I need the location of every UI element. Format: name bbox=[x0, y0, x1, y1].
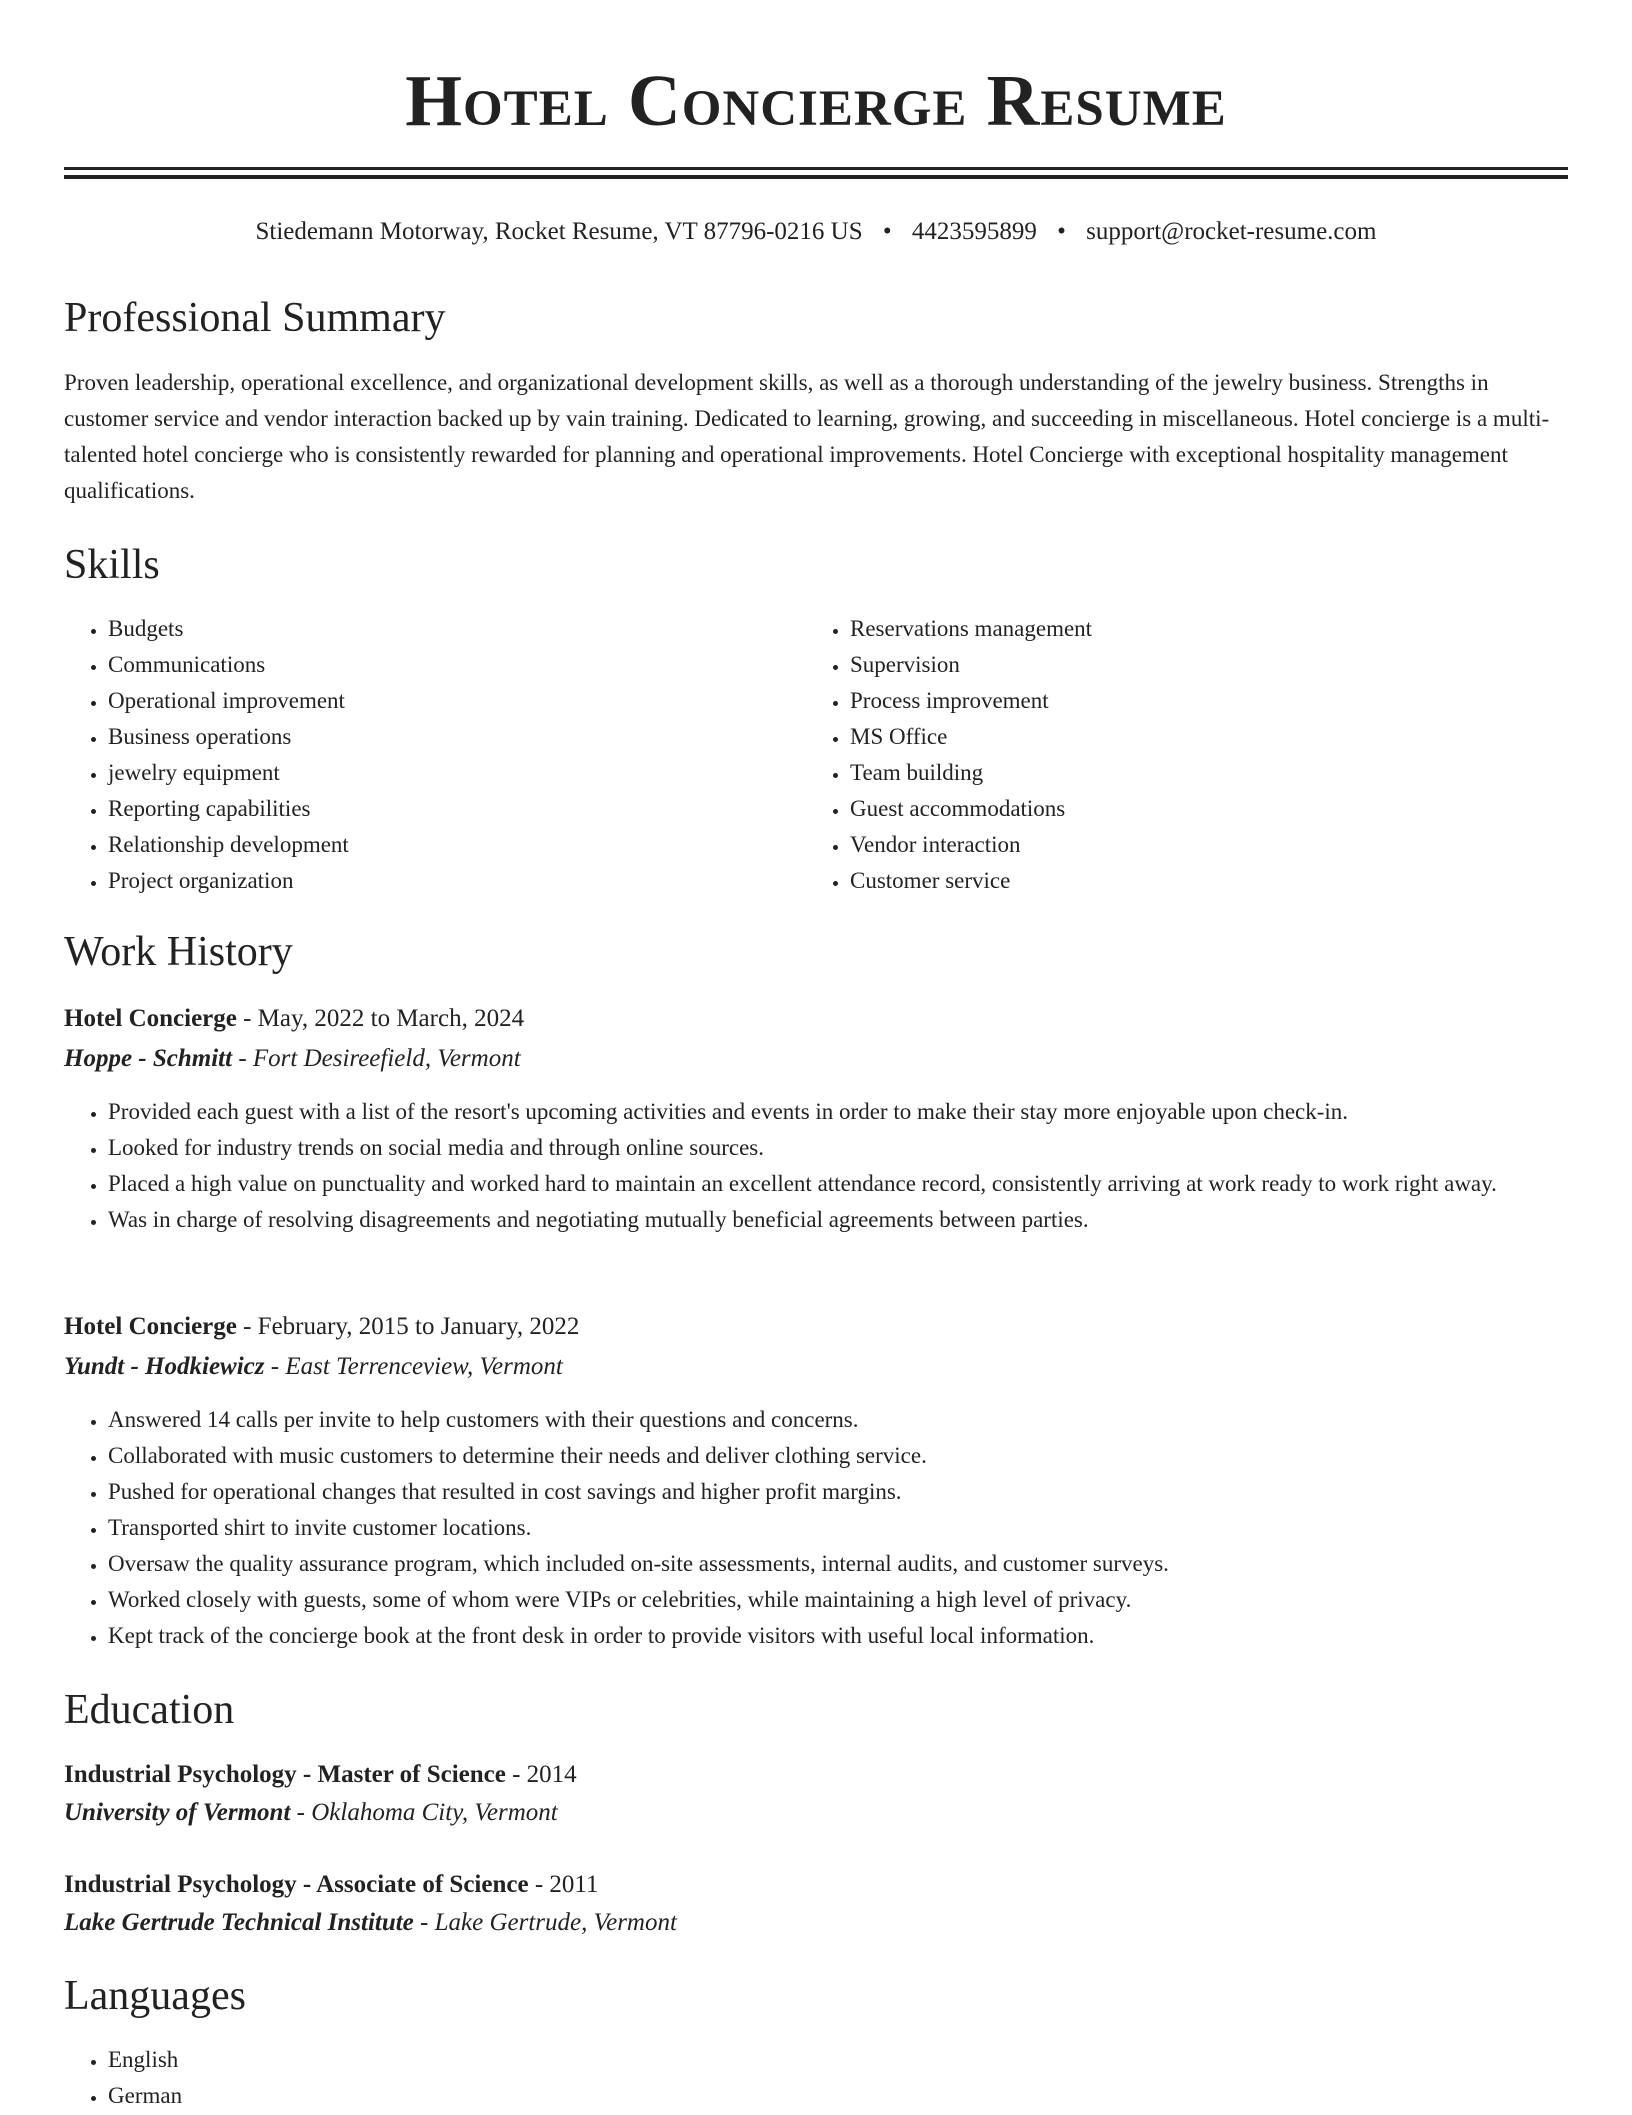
job-bullets bbox=[64, 1402, 1568, 1654]
job-bullet: • Kept track of the concierge book at the front desk in order to provide visitors with useful local information. bbox=[108, 1618, 1568, 1654]
education-degree: Industrial Psychology - Master of Science bbox=[64, 1761, 506, 1788]
job-title: Hotel Concierge bbox=[64, 1005, 237, 1032]
contact-separator: • bbox=[882, 218, 892, 245]
summary-heading: Professional Summary bbox=[64, 295, 446, 341]
education-degree-line bbox=[64, 1866, 598, 1904]
education-heading: Education bbox=[64, 1687, 235, 1733]
contact-phone: 4423595899 bbox=[911, 218, 1037, 245]
skill-item: • Process improvement bbox=[850, 683, 1570, 719]
skill-item: • Budgets bbox=[108, 611, 798, 647]
job-bullet: • Looked for industry trends on social media and through online sources. bbox=[108, 1130, 1568, 1166]
job-bullet: • Transported shirt to invite customer locations. bbox=[108, 1510, 1568, 1546]
skill-item: • Guest accommodations bbox=[850, 791, 1570, 827]
job-company: Yundt - Hodkiewicz bbox=[64, 1353, 265, 1380]
job-bullets bbox=[64, 1094, 1568, 1238]
education-year: - 2011 bbox=[528, 1871, 599, 1898]
education-school: Lake Gertrude Technical Institute bbox=[64, 1909, 414, 1936]
language-item: • English bbox=[108, 2042, 798, 2078]
skill-item: • Reporting capabilities bbox=[108, 791, 798, 827]
skill-item: • jewelry equipment bbox=[108, 755, 798, 791]
resume-title: Hotel Concierge Resume bbox=[405, 60, 1227, 141]
skill-item: • Project organization bbox=[108, 863, 798, 899]
title-rule-top bbox=[64, 167, 1568, 170]
job-company-line bbox=[64, 1040, 521, 1078]
contact-email: support@rocket-resume.com bbox=[1086, 218, 1377, 245]
skills-list-left bbox=[64, 611, 798, 899]
job-title-line bbox=[64, 1000, 524, 1038]
contact-address: Stiedemann Motorway, Rocket Resume, VT 87796-0216 US bbox=[255, 218, 863, 245]
work-history-heading: Work History bbox=[64, 929, 293, 975]
job-bullet: • Oversaw the quality assurance program, which included on-site assessments, internal audits, and customer surveys. bbox=[108, 1546, 1568, 1582]
job-title-line bbox=[64, 1308, 579, 1346]
job-dates: - May, 2022 to March, 2024 bbox=[236, 1005, 525, 1032]
skill-item: • Customer service bbox=[850, 863, 1570, 899]
job-bullet: • Worked closely with guests, some of whom were VIPs or celebrities, while maintaining a high level of privacy. bbox=[108, 1582, 1568, 1618]
languages-heading: Languages bbox=[64, 1973, 246, 2019]
education-degree-line bbox=[64, 1756, 577, 1794]
skill-item: • Business operations bbox=[108, 719, 798, 755]
skill-item: • Vendor interaction bbox=[850, 827, 1570, 863]
education-degree: Industrial Psychology - Associate of Science bbox=[64, 1871, 529, 1898]
job-bullet: • Collaborated with music customers to determine their needs and deliver clothing service. bbox=[108, 1438, 1568, 1474]
skills-list-right bbox=[806, 611, 1570, 899]
education-location: - Oklahoma City, Vermont bbox=[290, 1799, 558, 1826]
skills-heading: Skills bbox=[64, 542, 160, 588]
job-bullet: • Placed a high value on punctuality and worked hard to maintain an excellent attendance record, consistently arriving at work ready to work right away. bbox=[108, 1166, 1568, 1202]
job-bullet: • Pushed for operational changes that resulted in cost savings and higher profit margins. bbox=[108, 1474, 1568, 1510]
skill-item: • Reservations management bbox=[850, 611, 1570, 647]
job-bullet: • Was in charge of resolving disagreements and negotiating mutually beneficial agreements between parties. bbox=[108, 1202, 1568, 1238]
skill-item: • Relationship development bbox=[108, 827, 798, 863]
skill-item: • Operational improvement bbox=[108, 683, 798, 719]
education-location: - Lake Gertrude, Vermont bbox=[413, 1909, 677, 1936]
title-rule-bottom bbox=[64, 175, 1568, 179]
skill-item: • Communications bbox=[108, 647, 798, 683]
summary-text: Proven leadership, operational excellence, and organizational development skills, as well as a thorough understanding of the jewelry business. Strengths in customer service and vendor interaction backed up by vain training. Dedicated to learning, growing, and succeeding in miscellaneous. Hotel concierge is a multi-talented hotel concierge who is consistently rewarded for planning and operational improvements. Hotel Concierge with exceptional hospitality management qualifications. bbox=[64, 370, 1550, 503]
skill-item: • Team building bbox=[850, 755, 1570, 791]
education-year: - 2014 bbox=[505, 1761, 577, 1788]
resume-page bbox=[64, 0, 1568, 2108]
job-location: - Fort Desireefield, Vermont bbox=[232, 1045, 521, 1072]
contact-separator: • bbox=[1057, 218, 1066, 245]
contact-line bbox=[64, 214, 1568, 250]
skill-item: • MS Office bbox=[850, 719, 1570, 755]
job-dates: - February, 2015 to January, 2022 bbox=[236, 1313, 580, 1340]
job-bullet: • Answered 14 calls per invite to help customers with their questions and concerns. bbox=[108, 1402, 1568, 1438]
education-school: University of Vermont bbox=[64, 1799, 291, 1826]
job-location: - East Terrenceview, Vermont bbox=[264, 1353, 563, 1380]
language-item: • German bbox=[108, 2078, 798, 2114]
job-company-line bbox=[64, 1348, 563, 1386]
languages-list bbox=[64, 2042, 798, 2114]
education-school-line bbox=[64, 1794, 558, 1832]
skill-item: • Supervision bbox=[850, 647, 1570, 683]
job-title: Hotel Concierge bbox=[64, 1313, 237, 1340]
education-school-line bbox=[64, 1904, 677, 1942]
job-company: Hoppe - Schmitt bbox=[64, 1045, 233, 1072]
job-bullet: • Provided each guest with a list of the resort's upcoming activities and events in order to make their stay more enjoyable upon check-in. bbox=[108, 1094, 1568, 1130]
